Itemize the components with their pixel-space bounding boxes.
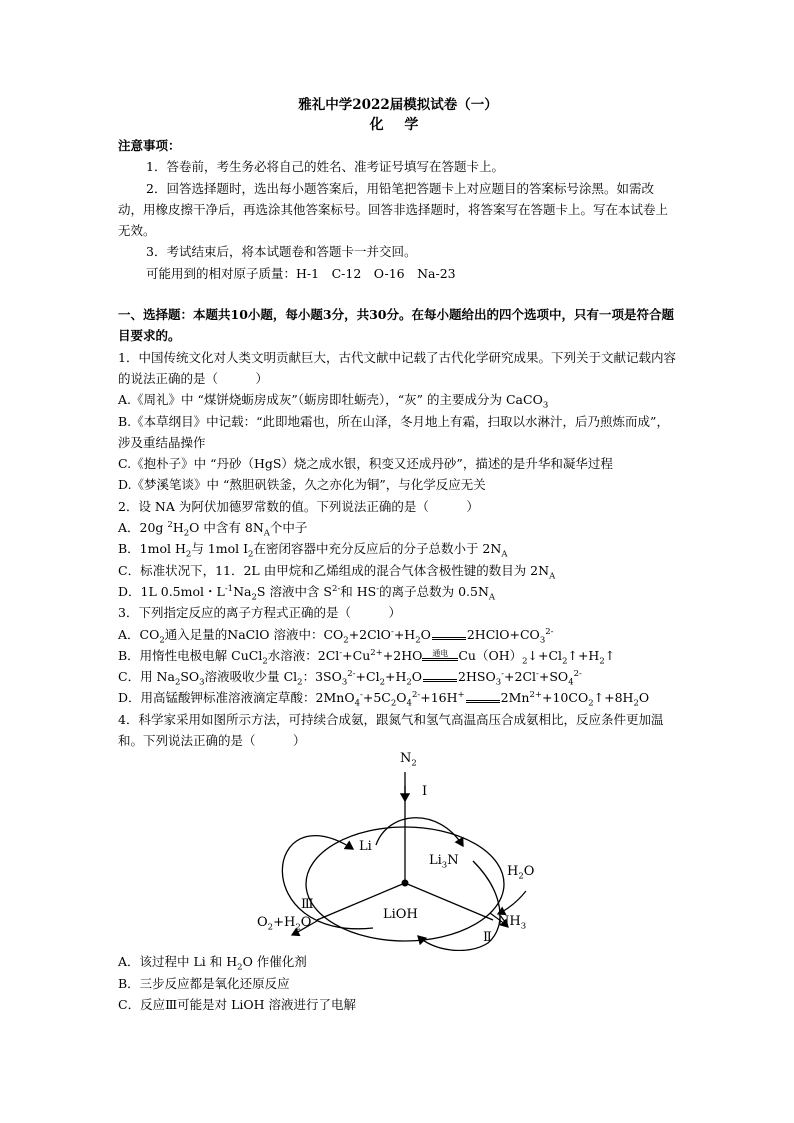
step3-label: Ⅲ (301, 897, 314, 913)
divider-right (405, 883, 493, 920)
n2-label: $N_2$ (400, 751, 417, 769)
question-1-stem: 1．中国传统文化对人类文明贡献巨大，古代文献中记载了古代化学研究成果。下列关于文献记载内容的说法正确的是（ ） (118, 349, 676, 386)
question-3-option-d: D．用高锰酸钾标准溶液滴定草酸：$2MnO_4^-+5C_2O_4^{2-}+16H^+$ $2Mn^{2+}+10CO_2↑+8H_2O$ (118, 690, 650, 709)
equals-sign (466, 694, 500, 703)
question-3-stem: 3．下列指定反应的离子方程式正确的是（ ） (118, 605, 401, 621)
question-4-stem: 4．科学家采用如图所示方法，可持续合成氨，跟氮气和氢气高温高压合成氨相比，反应条件更加温和。下列说法正确的是（ ） (118, 711, 664, 749)
step1-arrow (376, 818, 463, 846)
exam-title: 雅礼中学2022届模拟试卷（一） (298, 97, 498, 113)
nh3-label: $NH_3$ (498, 914, 527, 932)
question-1-option-c: C.《抱朴子》中 “丹砂（HgS）烧之成水银，积变又还成丹砂”，描述的是升华和凝华过程 (118, 456, 613, 472)
li3n-label: $Li_3N$ (429, 853, 459, 871)
exam-page (118, 95, 678, 1015)
h2o-label: $H_2O$ (507, 864, 535, 882)
li-label: Li (359, 839, 372, 855)
ammonia-cycle-diagram (118, 751, 678, 951)
section-heading: 一、选择题：本题共10小题，每小题3分，共30分。在每小题给出的四个选项中，只有一项是符合题目要求的。 (118, 307, 674, 344)
question-1-option-a: A.《周礼》中 “煤饼烧蛎房成灰”（蛎房即牡蛎壳），“灰” 的主要成分为 CaCO$_3$ (118, 392, 549, 411)
center-dot (402, 880, 409, 887)
question-2-option-a: A．20g $^2H_2O$ 中含有 $8N_A$个中子 (118, 519, 308, 539)
question-3-option-a: A．$CO_2$通入足量的NaClO 溶液中：$CO_2+2ClO^-+H_2O$ $2HClO+CO_3^{2-}$ (118, 626, 554, 646)
question-4-option-a: A．该过程中 Li 和 $H_2O$ 作催化剂 (118, 954, 307, 973)
equals-sign (423, 673, 457, 682)
question-4-option-c: C．反应Ⅲ可能是对 LiOH 溶液进行了电解 (118, 996, 357, 1012)
equals-sign (432, 631, 466, 640)
question-1-option-d: D.《梦溪笔谈》中 “熬胆矾铁釜，久之亦化为铜”，与化学反应无关 (118, 477, 486, 493)
question-4-option-b: B．三步反应都是氧化还原反应 (118, 975, 290, 991)
step1-label: I (422, 784, 428, 800)
question-2-option-c: C．标准状况下，11．2L 由甲烷和乙烯组成的混合气体含极性键的数目为 $2N_A$ (118, 562, 556, 582)
note-item: 2．回答选择题时，选出每小题答案后，用铅笔把答题卡上对应题目的答案标号涂黑。如需改动，用橡皮擦干净后，再选涂其他答案标号。回答非选择题时，将答案写在答题卡上。写在本试卷上无效。 (118, 180, 669, 239)
note-item: 1．答卷前，考生务必将自己的姓名、准考证号填写在答题卡上。 (146, 159, 504, 175)
atomic-masses: 可能用到的相对原子质量：H-1 C-12 O-16 Na-23 (146, 265, 456, 281)
question-1-option-b: B.《本草纲目》中记载：“此即地霜也，所在山泽，冬月地上有霜，扫取以水淋汁，后乃煎炼而成”，涉及重结晶操作 (118, 413, 669, 450)
electrolysis-arrow: 通电 (422, 652, 458, 661)
notes-heading: 注意事项： (118, 138, 181, 153)
question-2-option-d: D．1L 0.5mol・$L^{-1}Na_2S$ 溶液中含 $S^{2-}$和 HS-的离子总数为 $0.5N_A$ (118, 583, 496, 603)
o2-h2o-label: $O_2+H_2O$ (257, 915, 312, 933)
exam-subject: 化 学 (369, 117, 427, 133)
question-3-option-c: C．用 $Na_2SO_3$溶液吸收少量 $Cl_2$：$3SO_3^{2-}+Cl_2+H_2O$ $2HSO_3^-+2Cl^-+SO_4^{2-}$ (118, 668, 582, 688)
question-3-option-b: B．用惰性电极电解 CuCl$_2$水溶液：$2Cl^-+Cu^{2+}+2HO$ 通电 $Cu(OH)_2↓+Cl_2↑+H_2↑$ (118, 647, 616, 667)
question-2-stem: 2．设 NA 为阿伏加德罗常数的值。下列说法正确的是（ ） (118, 498, 479, 514)
step2-label: Ⅱ (483, 930, 492, 946)
question-2-option-b: B．1mol $H_2$与 1mol $I_2$在密闭容器中充分反应后的分子总数小于 $2N_A$ (118, 541, 508, 560)
note-item: 3．考试结束后，将本试题卷和答题卡一并交回。 (146, 244, 417, 260)
lioh-label: LiOH (383, 907, 418, 923)
